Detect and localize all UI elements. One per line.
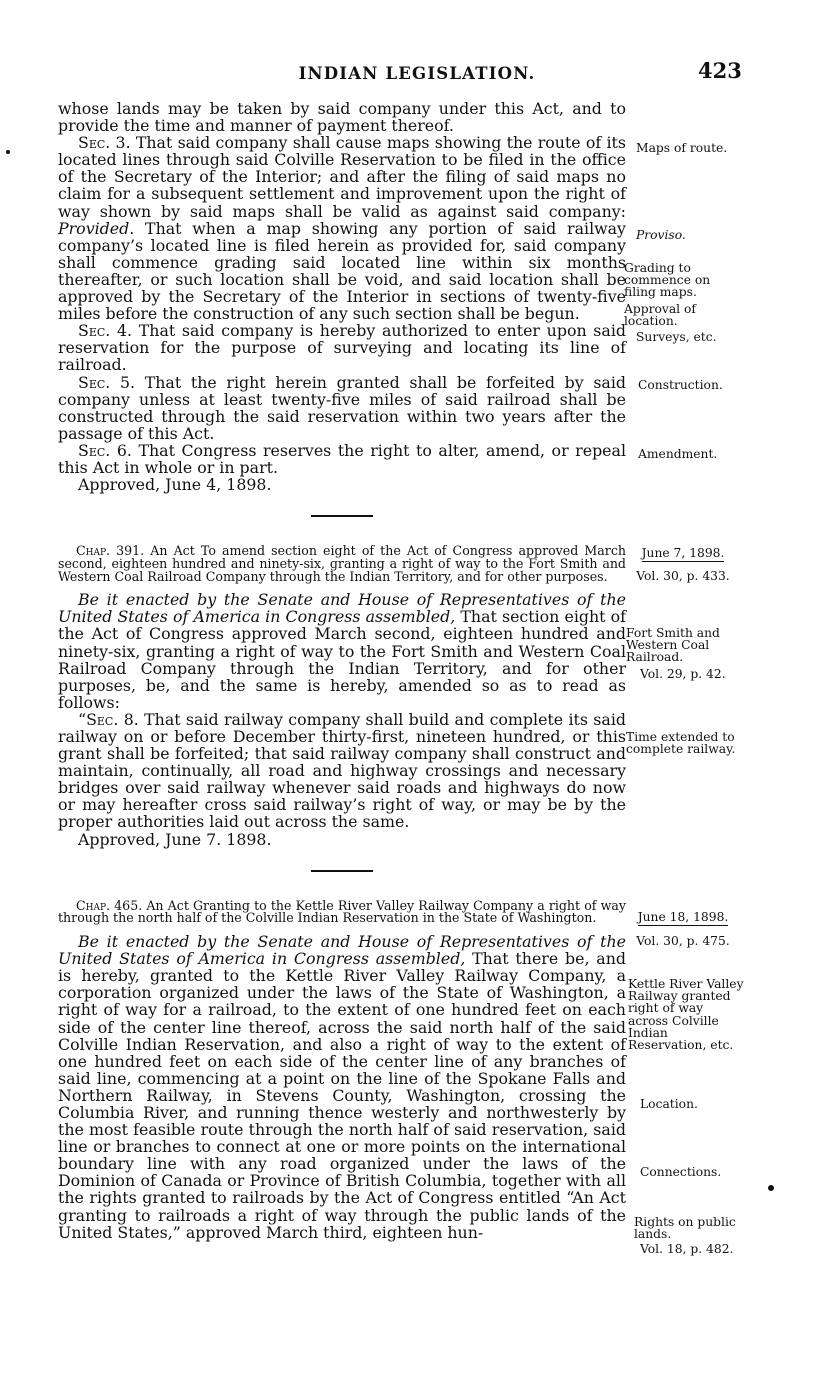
section-label: Sec. 6. <box>78 440 132 460</box>
date-465: June 18, 1898. <box>638 911 729 926</box>
section-3-text-b: . That when a map showing any portion of said railway company’s located line is filed herein as provided for, said company shall commence grading said located line within six months thereafter, or such location shall be void, and said location shall be approved by the Secretary of the Interior in sections of twenty-five miles before the construction of any such section shall be begun. <box>58 218 626 324</box>
margin-note-time-extended: Time extended to complete railway. <box>626 730 736 757</box>
margin-vol-465: Vol. 30, p. 475. <box>636 934 730 948</box>
chapter-391-body: That section eight of the Act of Congress approved March second, eighteen hundred and ninety-six, granting a right of way to the Fort Smith and Western Coal Railroad Company through the Indian Territory, and for other purposes, be, and the same is hereby, amended so as to read as follows: <box>58 607 626 712</box>
main-text-column <box>58 100 626 1241</box>
section-3 <box>58 134 626 322</box>
margin-note-maps-of-route: Maps of route. <box>636 141 728 155</box>
margin-vol-391: Vol. 30, p. 433. <box>636 569 730 583</box>
running-head: INDIAN LEGISLATION. <box>298 64 536 83</box>
left-margin-dot <box>6 150 10 154</box>
enacting-clause: Be it enacted by the Senate and House of Representatives of the United States of America in Congress assembled, <box>58 590 626 627</box>
sec2-continuation: whose lands may be taken by said company under this Act, and to provide the time and manner of payment thereof. <box>58 99 626 136</box>
chapter-391-heading <box>58 545 626 583</box>
chapter-title: An Act To amend section eight of the Act of Congress approved March second, eighteen hundred and ninety-six, granting a right of way to the Fort Smith and Western Coal Railroad Company through the Indian Territory, and for other purposes. <box>58 543 626 584</box>
approval-line: Approved, June 7. 1898. <box>78 829 272 849</box>
section-label: Sec. 3. <box>78 133 131 153</box>
section-6 <box>58 442 626 476</box>
section-divider <box>311 870 373 872</box>
margin-note-proviso: Proviso. <box>636 228 686 242</box>
margin-vol-18: Vol. 18, p. 482. <box>640 1242 734 1256</box>
chapter-title: An Act Granting to the Kettle River Valley Railway Company a right of way through the north half of the Colville Indian Reservation in the State of Washington. <box>58 897 626 926</box>
margin-note-surveys: Surveys, etc. <box>636 330 717 344</box>
margin-note-amendment: Amendment. <box>638 447 718 461</box>
section-8-text: That said railway company shall build and complete its said railway on or before December thirty-first, nineteen hundred, or this grant shall be forfeited; that said railway company shall construct and maintain, continually, all road and highway crossings and necessary bridges over said railway whenever said roads and highways do now or may hereafter cross said railway’s right of way, or may be by the proper authorities laid out across the same. <box>58 709 626 832</box>
section-5-text: That the right herein granted shall be forfeited by said company unless at least twenty-five miles of said railroad shall be constructed through the said reservation within two years after the passage of this Act. <box>58 372 627 443</box>
proviso-word: Provided <box>58 218 130 238</box>
margin-vol-29: Vol. 29, p. 42. <box>640 667 726 681</box>
chapter-465-enacting <box>58 933 626 1241</box>
date-391: June 7, 1898. <box>642 547 725 562</box>
section-5 <box>58 374 626 442</box>
section-3-text-a: That said company shall cause maps showing the route of its located lines through said Colville Reservation to be filed in the office of the Secretary of the Interior; and after the filing of said maps no claim for a subsequent settlement and improvement upon the right of way shown by said maps shall be valid as against said company: <box>58 133 626 221</box>
margin-note-location: Location. <box>640 1097 698 1111</box>
chapter-465-body: That there be, and is hereby, granted to the Kettle River Valley Railway Company, a corporation organized under the laws of the State of Washington, a right of way for a railroad, to the extent of one hundred feet on each side of the center line thereof, across the said north half of the said Colville Indian Reservation, and also a right of way to the extent of one hundred feet on each side of the center line of any branches of said line, commencing at a point on the line of the Spokane Falls and Northern Railway, in Stevens County, Washington, crossing the Columbia River, and running thence westerly and northwesterly by the most feasible route through the north half of said reservation, said line or branches to connect at one or more points on the international boundary line with any road organized under the laws of the Dominion of Canada or Province of British Columbia, together with all the rights granted to railroads by the Act of Congress entitled “An Act granting to railroads a right of way through the public lands of the United States,” approved March third, eighteen hun- <box>58 949 626 1242</box>
margin-note-kettle-river: Kettle River Valley Railway granted right of way across Colville Indian Reservation, etc. <box>628 977 744 1053</box>
chapter-label: Chap. 391. <box>76 543 145 559</box>
margin-note-connections: Connections. <box>640 1165 722 1179</box>
margin-note-grading: Grading to commence on filing maps. <box>624 261 711 300</box>
margin-note-fort-smith: Fort Smith and Western Coal Railroad. <box>626 626 720 665</box>
section-label: Sec. 5. <box>78 372 136 392</box>
chapter-label: Chap. 465. <box>76 897 143 913</box>
approval-line: Approved, June 4, 1898. <box>78 475 272 495</box>
chapter-391-enacting <box>58 591 626 711</box>
margin-date-391 <box>624 547 742 562</box>
enacting-clause: Be it enacted by the Senate and House of Representatives of the United States of America in Congress assembled, <box>58 932 626 969</box>
chapter-465-heading <box>58 897 626 926</box>
margin-date-465 <box>624 911 742 926</box>
section-label: Sec. 4. <box>78 321 133 341</box>
right-margin-dot <box>768 1185 774 1191</box>
section-8-quote <box>58 711 626 831</box>
margin-note-construction: Construction. <box>638 378 723 392</box>
margin-note-approval: Approval of location. <box>624 302 696 329</box>
section-divider <box>311 515 373 517</box>
section-4 <box>58 322 626 373</box>
page-number: 423 <box>698 58 742 83</box>
section-4-text: That said company is hereby authorized to enter upon said reservation for the purpose of surveying and locating its line of railroad. <box>58 321 627 375</box>
section-label: “Sec. 8. <box>78 709 139 729</box>
section-6-text: That Congress reserves the right to alter, amend, or repeal this Act in whole or in part. <box>58 440 626 477</box>
margin-note-rights: Rights on public lands. <box>634 1215 736 1242</box>
